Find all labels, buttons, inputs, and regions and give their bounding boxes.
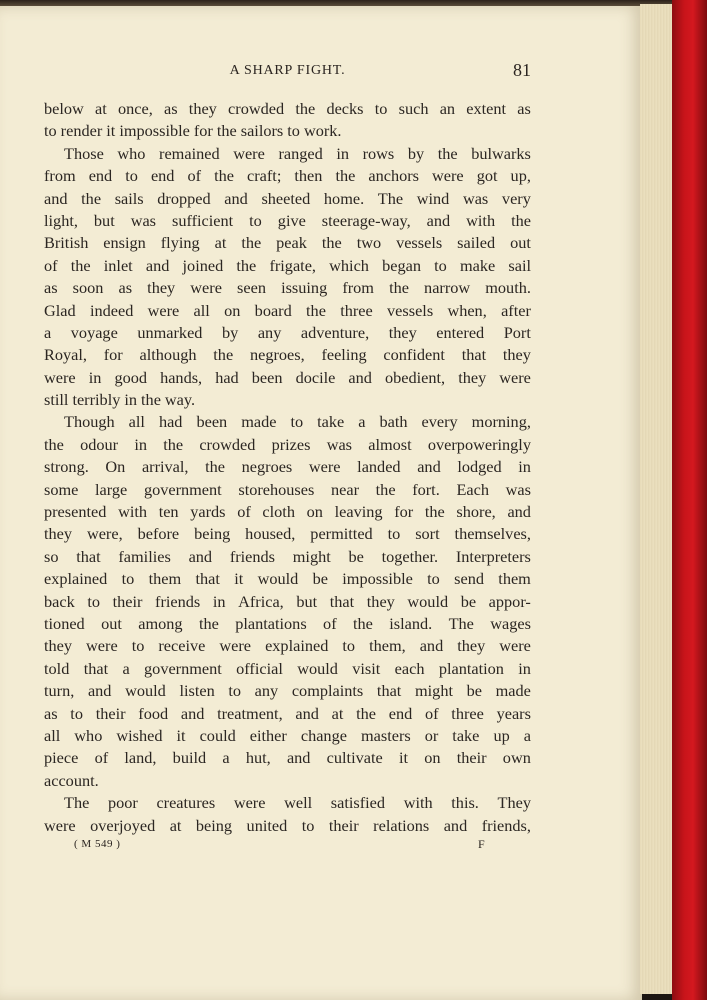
text-line: as to their food and treatment, and at the end of three years [44,703,531,723]
page-number: 81 [513,60,531,80]
text-line: to render it impossible for the sailors to work. [44,121,342,141]
text-line: as soon as they were seen issuing from the narrow mouth. [44,278,531,298]
text-line: account. [44,770,99,790]
text-line: light, but was sufficient to give steerage-way, and with the [44,210,531,230]
text-line: the odour in the crowded prizes was almost overpoweringly [44,434,531,454]
text-line: below at once, as they crowded the decks to such an extent as [44,99,531,118]
text-line: piece of land, build a hut, and cultivate it on their own [44,748,531,768]
red-book-cover [672,0,707,1000]
text-line: so that families and friends might be together. Interpreters [44,546,531,566]
text-line: some large government storehouses near the fort. Each was [44,479,531,499]
text-line: they were to receive were explained to them, and they were [44,636,531,656]
text-line: Those who remained were ranged in rows by the bulwarks [64,143,531,163]
text-line: turn, and would listen to any complaints that might be made [44,681,531,701]
text-line: tioned out among the plantations of the island. The wages [44,613,531,633]
text-line: Though all had been made to take a bath every morning, [64,412,531,432]
text-line: told that a government official would visit each plantation in [44,658,531,678]
running-head [44,60,531,85]
page-edges [640,4,675,994]
text-line: still terribly in the way. [44,390,196,410]
text-line: presented with ten yards of cloth on leaving for the shore, and [44,502,531,522]
body-text [44,98,531,837]
text-line: were in good hands, had been docile and obedient, they were [44,367,531,387]
text-line: strong. On arrival, the negroes were landed and lodged in [44,457,531,477]
text-line: back to their friends in Africa, but that they would be appor- [44,591,531,611]
signature-code: ( M 549 ) [74,838,121,850]
text-line: were overjoyed at being united to their relations and friends, [44,815,531,835]
running-title: A SHARP FIGHT. [229,63,346,78]
signature-letter: F [478,837,485,851]
text-line: they were, before being housed, permitted to sort themselves, [44,524,531,544]
text-line: Glad indeed were all on board the three vessels when, after [44,300,531,320]
text-line: British ensign flying at the peak the two vessels sailed out [44,233,531,253]
text-line: all who wished it could either change masters or take up a [44,725,531,745]
page-footer [44,838,531,856]
text-line: Royal, for although the negroes, feeling confident that they [44,345,531,365]
text-line: and the sails dropped and sheeted home. The wind was very [44,188,531,208]
text-line: a voyage unmarked by any adventure, they entered Port [44,322,531,342]
text-line: from end to end of the craft; then the anchors were got up, [44,166,531,186]
text-line: The poor creatures were well satisfied with this. They [64,793,531,813]
text-line: of the inlet and joined the frigate, which began to make sail [44,255,531,275]
text-line: explained to them that it would be impossible to send them [44,569,531,589]
